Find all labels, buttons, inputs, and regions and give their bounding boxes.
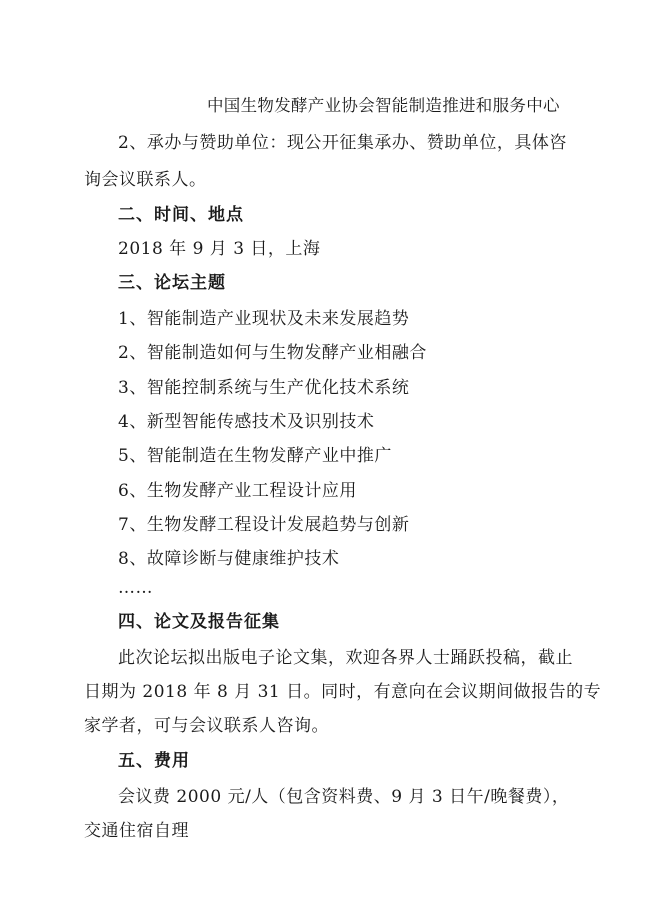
section-topics-heading: 三、论坛主题	[118, 273, 226, 293]
sponsor-line-1: 2、承办与赞助单位：现公开征集承办、赞助单位，具体咨	[118, 133, 567, 153]
section-time-place-heading: 二、时间、地点	[118, 205, 244, 225]
fees-line-2: 交通住宿自理	[84, 821, 189, 841]
section-fees-heading: 五、费用	[118, 751, 190, 771]
section-papers-heading: 四、论文及报告征集	[118, 612, 280, 632]
papers-line-3: 家学者，可与会议联系人咨询。	[84, 716, 329, 736]
topic-item: 3、智能控制系统与生产优化技术系统	[118, 378, 410, 398]
topic-item: 2、智能制造如何与生物发酵产业相融合	[118, 343, 427, 363]
fees-line-1: 会议费 2000 元/人（包含资料费、9 月 3 日午/晚餐费），	[118, 787, 570, 807]
papers-line-1: 此次论坛拟出版电子论文集，欢迎各界人士踊跃投稿，截止	[118, 648, 573, 668]
topics-ellipsis: ……	[118, 578, 153, 598]
time-place-text: 2018 年 9 月 3 日，上海	[118, 239, 321, 259]
topic-item: 5、智能制造在生物发酵产业中推广	[118, 446, 392, 466]
topic-item: 6、生物发酵产业工程设计应用	[118, 481, 357, 501]
organizer-center: 中国生物发酵产业协会智能制造推进和服务中心	[207, 96, 560, 115]
papers-line-2: 日期为 2018 年 8 月 31 日。同时，有意向在会议期间做报告的专	[84, 682, 602, 702]
topic-item: 7、生物发酵工程设计发展趋势与创新	[118, 515, 410, 535]
sponsor-line-2: 询会议联系人。	[84, 170, 207, 190]
topic-item: 8、故障诊断与健康维护技术	[118, 549, 340, 569]
topic-item: 1、智能制造产业现状及未来发展趋势	[118, 309, 410, 329]
topic-item: 4、新型智能传感技术及识别技术	[118, 412, 375, 432]
